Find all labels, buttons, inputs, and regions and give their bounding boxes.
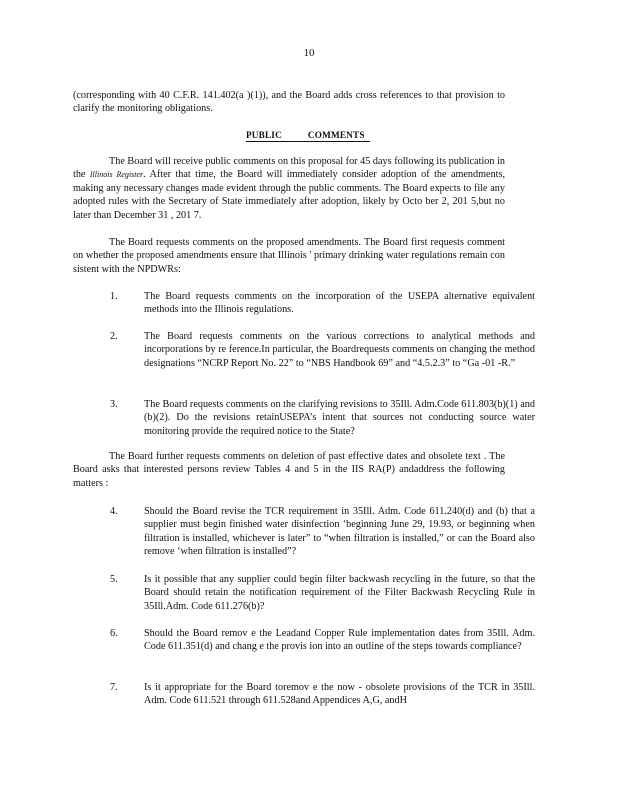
list-item-text: The Board requests comments on the incorporation of the USEPA alternative equivalent methods into the Illinois regulations. [144, 291, 535, 316]
list-item-text: Is it possible that any supplier could begin filter backwash recycling in the future, so that the Board should retain the notification requirement of the Filter Backwash Recycling Rule in 35Ill.Adm. Code 611.276(b)? [144, 574, 535, 612]
comment-period-paragraph [73, 155, 505, 222]
comment-period-part2: . After that time, the Board will immediately consider adoption of the amendments, making any necessary changes made evident through the public comments. The Board expects to file any adopted rules with the Secretary of State immediately after adoption, likely by Octo ber 2, 201 5,but no later than December 31 , 201 7. [73, 169, 505, 221]
list-item-number: 7. [110, 682, 118, 693]
list-item-number: 4. [110, 506, 118, 517]
list-item-text: Should the Board revise the TCR requirement in 35Ill. Adm. Code 611.240(d) and (b) that a supplier must begin finished water disinfection ‘beginning June 29, 19.93, or beginning when filtration is installed, whichever is later” to “when filtration is installed,” or can the Board also remove ‘when filtration is installed”? [144, 506, 535, 558]
intro-text: (corresponding with 40 C.F.R. 141.402(a )(1)), and the Board adds cross references to that provision to clarify the monitoring obligations. [73, 90, 505, 115]
requests-text: The Board requests comments on the proposed amendments. The Board first requests comment on whether the proposed amendments ensure that Illinois ' primary drinking water regulations remain con sistent with the NPDWRs: [73, 237, 505, 275]
list-item-number: 6. [110, 628, 118, 639]
list-item [110, 505, 535, 559]
page-number: 10 [303, 47, 315, 59]
further-requests-paragraph [73, 450, 505, 490]
list-item [110, 330, 535, 370]
list-item-number: 1. [110, 291, 118, 302]
comment-period-part1: The Board will receive public comments on this proposal for 45 days following its publication in the [73, 156, 505, 181]
list-item-text: Is it appropriate for the Board toremov e the now - obsolete provisions of the TCR in 35Ill. Adm. Code 611.521 through 611.528and Appendices A,G, andH [144, 682, 535, 707]
intro-paragraph [73, 89, 505, 116]
further-requests-text: The Board further requests comments on deletion of past effective dates and obsolete text . The Board asks that interested persons review Tables 4 and 5 in the IIS RA(P) andaddress the following matters : [73, 451, 505, 489]
list-item [110, 573, 535, 613]
list-item-number: 5. [110, 574, 118, 585]
list-item-text: Should the Board remov e the Leadand Copper Rule implementation dates from 35Ill. Adm. Code 611.351(d) and chang e the provis ion into an outline of the steps towards compliance? [144, 628, 535, 653]
list-item [110, 398, 535, 438]
heading-word-public: PUBLIC [246, 130, 282, 140]
heading-word-comments: COMMENTS [307, 130, 365, 140]
list-item-number: 3. [110, 399, 118, 410]
comment-period-text [73, 155, 505, 222]
list-item [110, 627, 535, 654]
illinois-register-reference: Illinois Register [89, 170, 144, 180]
list-item-number: 2. [110, 331, 118, 342]
list-item-text: The Board requests comments on the clarifying revisions to 35Ill. Adm.Code 611.803(b)(1) and (b)(2). Do the revisions retainUSEPA’s intent that sources not conducting source water monitoring provide the required notice to the State? [144, 399, 535, 437]
list-item [110, 681, 535, 708]
requests-paragraph [73, 236, 505, 276]
list-item [110, 290, 535, 317]
section-heading [246, 129, 370, 142]
list-item-text: The Board requests comments on the various corrections to analytical methods and incorporations by re ference.In particular, the Boardrequests comments on changing the method designations “NCRP Report No. 22” to “NBS Handbook 69” and “4.5.2.3” to “Ga -01 -R.” [144, 331, 535, 369]
